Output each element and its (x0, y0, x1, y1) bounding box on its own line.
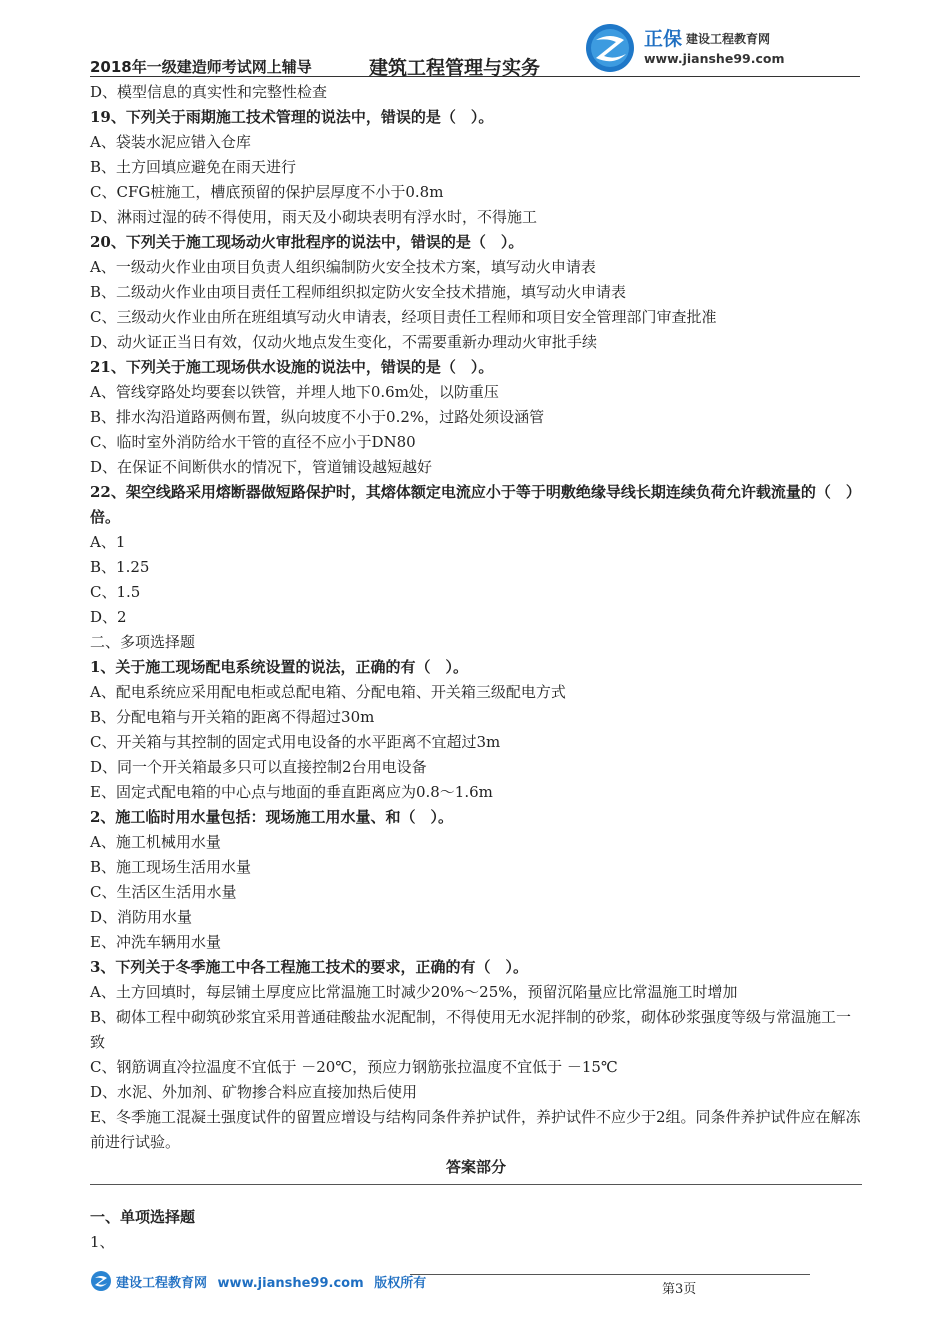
option-line: E、固定式配电箱的中心点与地面的垂直距离应为0.8～1.6m (90, 783, 493, 801)
option-line: A、袋装水泥应错入仓库 (90, 133, 251, 151)
option-line: E、冬季施工混凝土强度试件的留置应增设与结构同条件养护试件，养护试件不应少于2组。同条件养护试件应在解冻前进行试验。 (90, 1108, 861, 1151)
option-line: B、分配电箱与开关箱的距离不得超过30m (90, 708, 375, 726)
answer-item: 1、 (90, 1233, 115, 1251)
option-line: D、同一个开关箱最多只可以直接控制2台用电设备 (90, 758, 427, 776)
brand-logo (584, 20, 794, 80)
page-number: 第3页 (662, 1282, 697, 1297)
option-line: D、水泥、外加剂、矿物掺合料应直接加热后使用 (90, 1083, 418, 1101)
footer-url: www.jianshe99.com (217, 1276, 364, 1291)
option-line: B、1.25 (90, 558, 150, 576)
option-line: C、1.5 (90, 583, 141, 601)
logo-brand-text: 正保 (644, 28, 683, 50)
option-line: D、2 (90, 608, 127, 626)
footer-site-name: 建设工程教育网 (116, 1276, 208, 1291)
option-line: B、二级动火作业由项目责任工程师组织拟定防火安全技术措施，填写动火申请表 (90, 283, 627, 301)
option-line: A、1 (90, 533, 126, 551)
option-line: D、在保证不间断供水的情况下，管道铺设越短越好 (90, 458, 433, 476)
logo-sub-text: 建设工程教育网 (686, 32, 771, 46)
question-line: 2、施工临时用水量包括：现场施工用水量、和（ ）。 (90, 808, 453, 826)
option-line: D、消防用水量 (90, 908, 193, 926)
option-line: C、开关箱与其控制的固定式用电设备的水平距离不宜超过3m (90, 733, 501, 751)
option-line: B、施工现场生活用水量 (90, 858, 252, 876)
option-line: D、淋雨过湿的砖不得使用，雨天及小砌块表明有浮水时，不得施工 (90, 208, 538, 226)
document-body (90, 80, 862, 1255)
question-line: 19、下列关于雨期施工技术管理的说法中，错误的是（ ）。 (90, 108, 494, 126)
footer-rights: 版权所有 (374, 1276, 427, 1291)
option-line: C、生活区生活用水量 (90, 883, 237, 901)
option-line: A、土方回填时，每层铺土厚度应比常温施工时减少20%～25%，预留沉陷量应比常温施工时增加 (90, 983, 738, 1001)
option-line: C、三级动火作业由所在班组填写动火申请表，经项目责任工程师和项目安全管理部门审查批准 (90, 308, 717, 326)
footer-divider (410, 1274, 810, 1275)
option-line: B、土方回填应避免在雨天进行 (90, 158, 297, 176)
question-line: 21、下列关于施工现场供水设施的说法中，错误的是（ ）。 (90, 358, 494, 376)
header-subject-title: 建筑工程管理与实务 (369, 57, 541, 79)
option-line: D、动火证正当日有效，仅动火地点发生变化，不需要重新办理动火审批手续 (90, 333, 598, 351)
question-line: 3、下列关于冬季施工中各工程施工技术的要求，正确的有（ ）。 (90, 958, 528, 976)
question-line: 1、关于施工现场配电系统设置的说法，正确的有（ ）。 (90, 658, 468, 676)
question-line: 20、下列关于施工现场动火审批程序的说法中，错误的是（ ）。 (90, 233, 524, 251)
logo-globe-icon (584, 22, 636, 74)
option-line: A、施工机械用水量 (90, 833, 221, 851)
logo-url-text: www.jianshe99.com (644, 51, 785, 66)
option-line: C、CFG桩施工，槽底预留的保护层厚度不小于0.8m (90, 183, 444, 201)
answers-title: 答案部分 (445, 1158, 506, 1176)
section-heading: 二、多项选择题 (90, 633, 196, 651)
footer-logo-icon (90, 1270, 112, 1292)
option-line: C、钢筋调直冷拉温度不宜低于 －20℃，预应力钢筋张拉温度不宜低于 －15℃ (90, 1058, 618, 1076)
question-line: 22、架空线路采用熔断器做短路保护时，其熔体额定电流应小于等于明敷绝缘导线长期连续负荷允许载流量的（ ）倍。 (90, 483, 861, 526)
option-line: A、管线穿路处均要套以铁管，并埋人地下0.6m处，以防重压 (90, 383, 499, 401)
option-line: B、砌体工程中砌筑砂浆宜采用普通硅酸盐水泥配制，不得使用无水泥拌制的砂浆，砌体砂浆强度等级与常温施工一致 (90, 1008, 852, 1051)
option-line: D、模型信息的真实性和完整性检查 (90, 83, 328, 101)
answers-section-heading: 一、单项选择题 (90, 1208, 196, 1226)
header-exam-label: 2018年一级建造师考试网上辅导 (90, 58, 312, 76)
option-line: B、排水沟沿道路两侧布置，纵向坡度不小于0.2%，过路处须设涵管 (90, 408, 545, 426)
option-line: A、一级动火作业由项目负责人组织编制防火安全技术方案，填写动火申请表 (90, 258, 596, 276)
option-line: C、临时室外消防给水干管的直径不应小于DN80 (90, 433, 416, 451)
option-line: A、配电系统应采用配电柜或总配电箱、分配电箱、开关箱三级配电方式 (90, 683, 566, 701)
option-line: E、冲洗车辆用水量 (90, 933, 221, 951)
footer-copyright (116, 1272, 426, 1291)
